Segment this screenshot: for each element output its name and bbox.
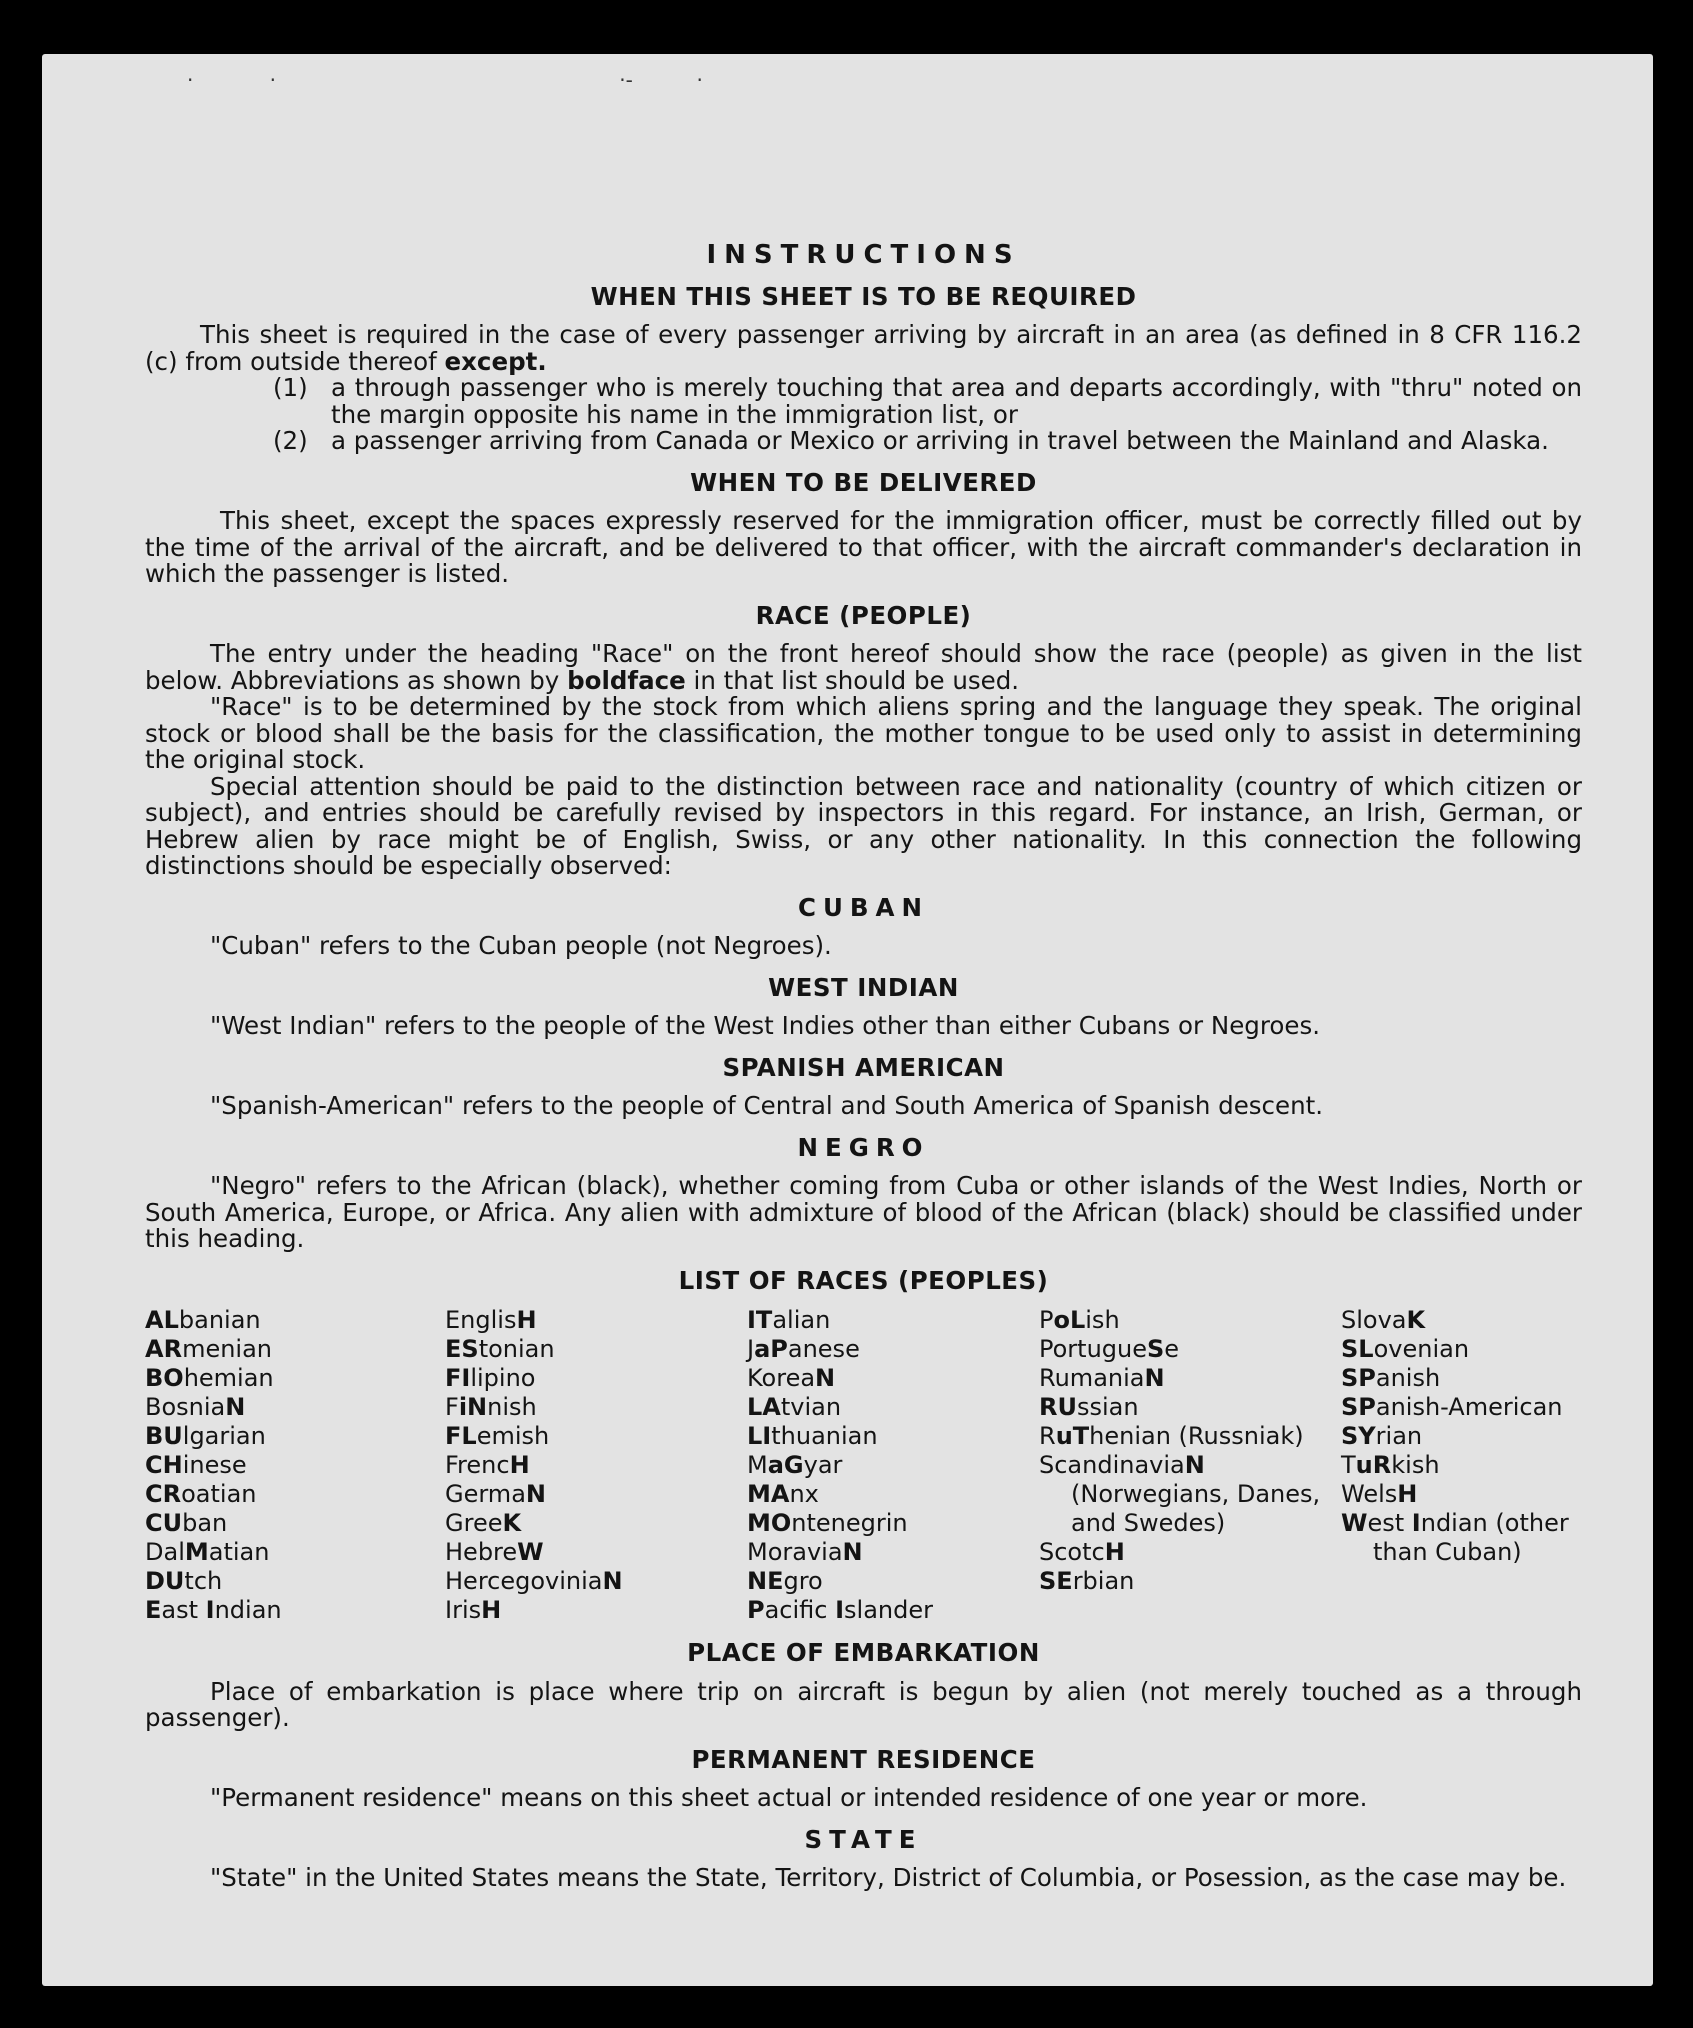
race-entry: ALbanian: [145, 1306, 261, 1334]
race-entry: FLemish: [445, 1422, 550, 1450]
cuban-text: "Cuban" refers to the Cuban people (not Negroes).: [210, 931, 832, 960]
race-entry: MAnx: [747, 1480, 819, 1508]
race-entry: RumaniaN: [1039, 1364, 1165, 1392]
race-entry: LAtvian: [747, 1393, 842, 1421]
race-entry: LIthuanian: [747, 1422, 878, 1450]
race-entry: MOntenegrin: [747, 1509, 908, 1537]
race-entry: MoraviaN: [747, 1538, 863, 1566]
residence-text: "Permanent residence" means on this sheet actual or intended residence of one year or more.: [210, 1783, 1368, 1812]
race-entry: ARmenian: [145, 1335, 273, 1363]
race-entry: ScandinaviaN: [1039, 1451, 1205, 1479]
race-entry: PortugueSe: [1039, 1335, 1180, 1363]
race-entry: Pacific Islander: [747, 1596, 934, 1624]
race-column-2: [445, 1306, 747, 1625]
race-entry: (Norwegians, Danes, and Swedes): [1071, 1480, 1321, 1537]
race-entry: EStonian: [445, 1335, 555, 1363]
race-entry: PoLish: [1039, 1306, 1120, 1334]
race-entry: SLovenian: [1341, 1335, 1470, 1363]
required-intro: This sheet is required in the case of every passenger arriving by aircraft in an area (as defined in 8 CFR 116.2 (c) from outside thereof except.: [145, 320, 1582, 376]
race-entry: GermaN: [445, 1480, 546, 1508]
race-column-3: [747, 1306, 1039, 1625]
speck-marks: · · ·- ·: [187, 68, 703, 92]
west-indian-text: "West Indian" refers to the people of the West Indies other than either Cubans or Negroes.: [210, 1011, 1321, 1040]
race-paragraph-1: The entry under the heading "Race" on the front hereof should show the race (people) as given in the list below. Abbreviations as shown by boldface in that list should be used.: [145, 639, 1582, 695]
race-entry: KoreaN: [747, 1364, 836, 1392]
race-entry: GreeK: [445, 1509, 522, 1537]
race-entry: BOhemian: [145, 1364, 274, 1392]
race-paragraph-3: Special attention should be paid to the distinction between race and nationality (country of which citizen or subject), and entries should be carefully revised by inspectors in this regard. For instance, an Irish, German, or Hebrew alien by race might be of English, Swiss, or any other nationality. In this connection the following distinctions should be especially observed:: [145, 771, 1582, 880]
race-entry: BosniaN: [145, 1393, 246, 1421]
embarkation-text: Place of embarkation is place where trip on aircraft is begun by alien (not merely touched as a through passenger).: [145, 1676, 1582, 1732]
race-entry: SPanish-American: [1341, 1393, 1563, 1421]
section-heading-race: RACE (PEOPLE): [755, 600, 972, 630]
race-column-1: [145, 1306, 445, 1625]
section-heading-west-indian: WEST INDIAN: [768, 972, 959, 1002]
section-heading-embarkation: PLACE OF EMBARKATION: [687, 1638, 1040, 1667]
section-heading-state: STATE: [804, 1824, 923, 1854]
spanish-american-text: "Spanish-American" refers to the people of Central and South America of Spanish descent.: [210, 1091, 1324, 1120]
race-entry: RuThenian (Russniak): [1039, 1422, 1304, 1450]
race-entry: WelsH: [1341, 1480, 1418, 1508]
race-entry: SYrian: [1341, 1422, 1423, 1450]
race-paragraph-2: "Race" is to be determined by the stock from which aliens spring and the language they speak. The original stock or blood shall be the basis for the classification, the mother tongue to be used only to assist in determining the original stock.: [145, 692, 1582, 774]
race-entry: ITalian: [747, 1306, 831, 1334]
race-entry: TuRkish: [1341, 1451, 1440, 1479]
race-entry: RUssian: [1039, 1393, 1139, 1421]
section-heading-spanish-american: SPANISH AMERICAN: [722, 1052, 1005, 1082]
race-entry: MaGyar: [747, 1451, 843, 1479]
section-heading-required: WHEN THIS SHEET IS TO BE REQUIRED: [590, 281, 1137, 311]
race-entry: SErbian: [1039, 1567, 1135, 1595]
race-entry: HebreW: [445, 1538, 544, 1566]
race-entry: CHinese: [145, 1451, 247, 1479]
page-title: INSTRUCTIONS: [706, 240, 1021, 270]
section-heading-negro: NEGRO: [797, 1132, 930, 1162]
section-heading-delivered: WHEN TO BE DELIVERED: [690, 467, 1037, 497]
delivered-text: This sheet, except the spaces expressly reserved for the immigration officer, must be correctly filled out by the time of the arrival of the aircraft, and be delivered to that officer, with the aircraft commander's declaration in which the passenger is listed.: [145, 506, 1582, 588]
race-entry: SlovaK: [1341, 1306, 1426, 1334]
instructions-content: [145, 184, 1582, 1892]
race-entry: than Cuban): [1373, 1538, 1522, 1566]
race-entry: DUtch: [145, 1567, 223, 1595]
section-heading-residence: PERMANENT RESIDENCE: [691, 1744, 1036, 1774]
race-entry: CRoatian: [145, 1480, 257, 1508]
race-entry: FiNnish: [445, 1393, 537, 1421]
race-column-4: [1039, 1306, 1341, 1625]
race-entry: IrisH: [445, 1596, 502, 1624]
race-entry: EnglisH: [445, 1306, 537, 1334]
race-entry: East Indian: [145, 1596, 282, 1624]
race-entry: JaPanese: [747, 1335, 860, 1363]
negro-text: "Negro" refers to the African (black), whether coming from Cuba or other islands of the West Indies, North or South America, Europe, or Africa. Any alien with admixture of blood of the African (black) should be classified under this heading.: [145, 1171, 1582, 1253]
race-entry: ScotcH: [1039, 1538, 1125, 1566]
race-entry: NEgro: [747, 1567, 823, 1595]
race-column-5: [1341, 1306, 1581, 1625]
required-item-2: (2) a passenger arriving from Canada or Mexico or arriving in travel between the Mainland and Alaska.: [273, 426, 1549, 455]
race-entry: BUlgarian: [145, 1422, 266, 1450]
race-entry: DalMatian: [145, 1538, 270, 1566]
state-text: "State" in the United States means the State, Territory, District of Columbia, or Posession, as the case may be.: [210, 1863, 1567, 1892]
race-entry: FrencH: [445, 1451, 530, 1479]
section-heading-list-of-races: LIST OF RACES (PEOPLES): [678, 1265, 1049, 1295]
section-heading-cuban: CUBAN: [797, 892, 929, 922]
race-entry: West Indian (other: [1341, 1509, 1569, 1537]
race-entry: HercegoviniaN: [445, 1567, 623, 1595]
race-entry: FIlipino: [445, 1364, 536, 1392]
required-item-1: (1) a through passenger who is merely touching that area and departs accordingly, with "thru" noted on the margin opposite his name in the immigration list, or: [273, 373, 1582, 429]
race-entry: SPanish: [1341, 1364, 1441, 1392]
races-list: [145, 1306, 1582, 1625]
document-sheet: [42, 54, 1653, 1986]
race-entry: CUban: [145, 1509, 228, 1537]
